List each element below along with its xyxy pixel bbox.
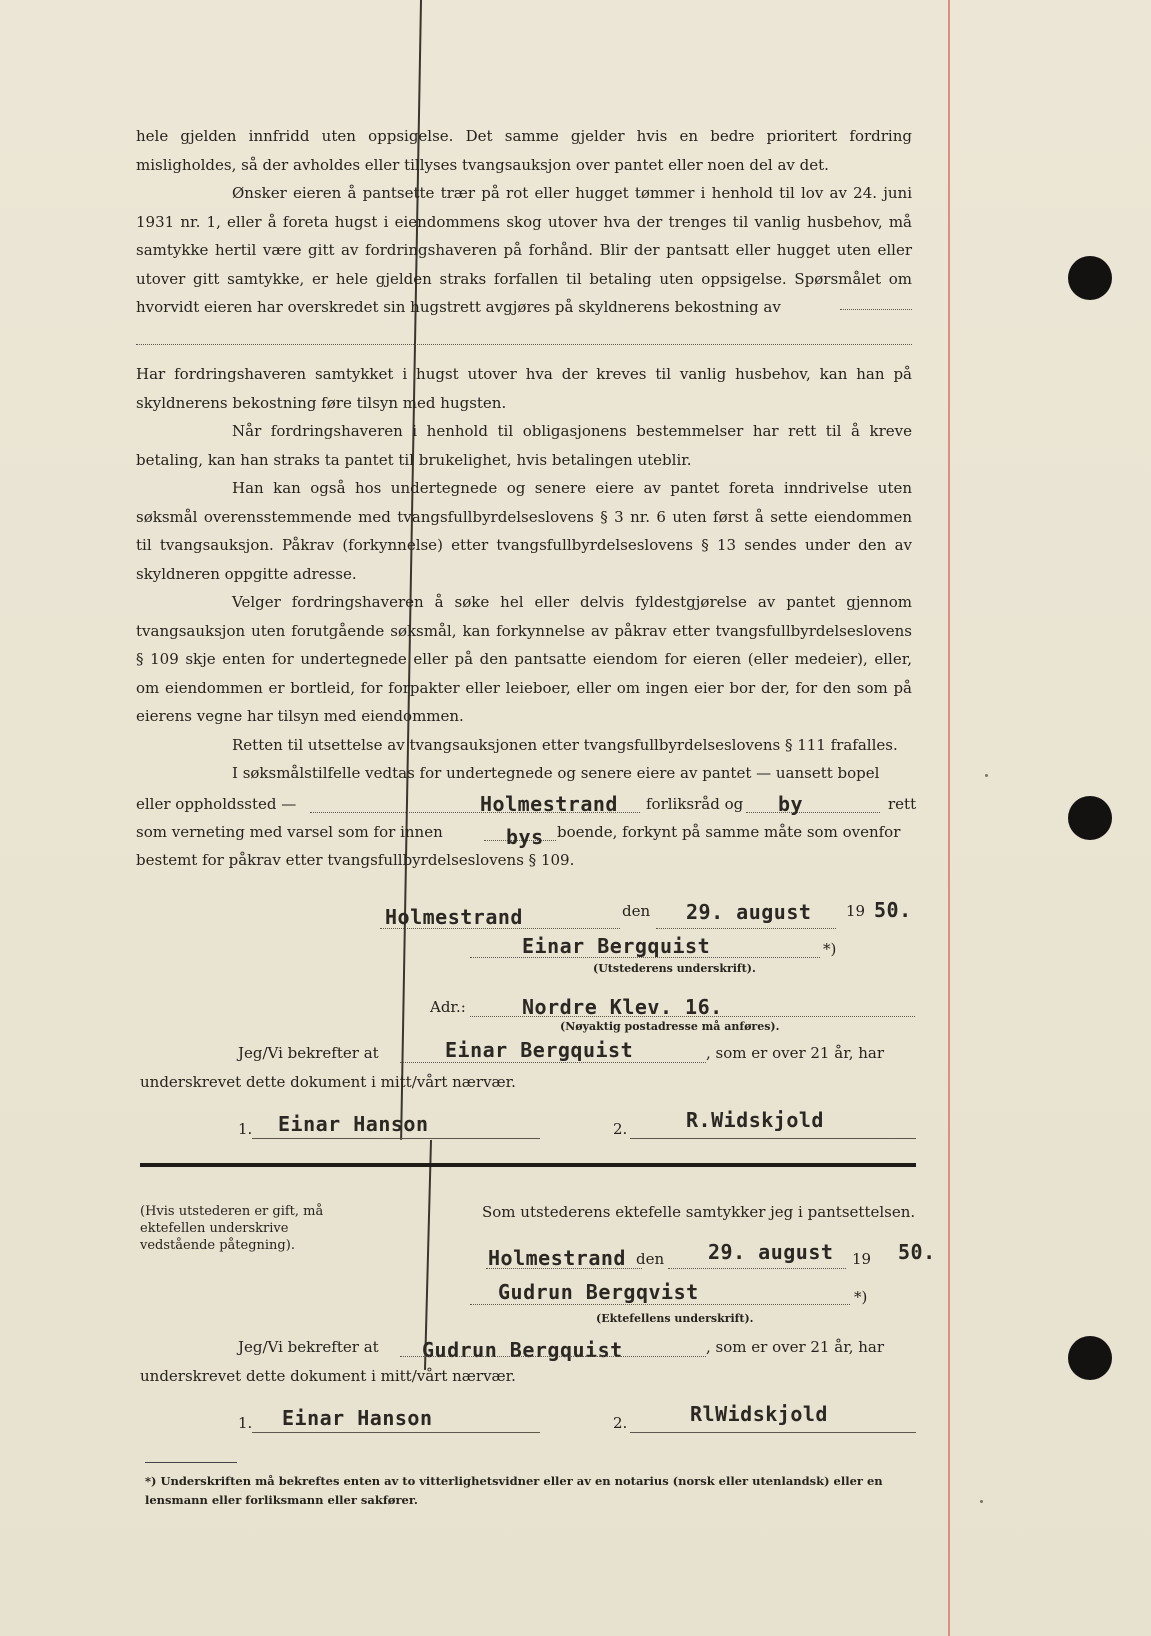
- dotted-line: [656, 928, 836, 929]
- sig1-confirm-name: Einar Bergquist: [445, 1038, 634, 1062]
- paragraph: I søksmålstilfelle vedtas for undertegnede og senere eiere av pantet — uansett bopel: [232, 764, 880, 782]
- sig1-w1: Einar Hanson: [278, 1112, 429, 1136]
- fold-line-lower: [424, 1140, 432, 1370]
- sig2-den: den: [636, 1250, 665, 1268]
- spouse-note: (Hvis utstederen er gift, må ektefellen underskrive vedstående påtegning).: [140, 1204, 324, 1253]
- venue-end: rett: [888, 795, 917, 813]
- sig1-confirm-line2: underskrevet dette dokument i mitt/vårt nærvær.: [140, 1073, 516, 1091]
- venue-prefix: eller oppholdssted —: [136, 795, 297, 813]
- sig2-confirm-prefix: Jeg/Vi bekrefter at: [238, 1338, 379, 1356]
- sig2-signature: Gudrun Bergqvist: [498, 1280, 699, 1304]
- punch-hole: [1068, 1336, 1112, 1380]
- dotted-line: [470, 957, 820, 958]
- dotted-line: [470, 1016, 915, 1017]
- venue-line2-start: som verneting med varsel som for innen: [136, 823, 443, 841]
- sig2-date: 29. august: [708, 1240, 834, 1264]
- punch-hole: [1068, 796, 1112, 840]
- sig1-year-prefix: 19: [846, 902, 866, 920]
- sig2-place: Holmestrand: [488, 1246, 626, 1270]
- sig2-year: 50.: [898, 1240, 936, 1264]
- sig2-w2-num: 2.: [613, 1414, 628, 1432]
- dotted-line: [380, 928, 620, 929]
- footnote-text: *) Underskriften må bekreftes enten av to vitterlighetsvidner eller av en notarius (norsk eller utenlandsk) eller en lensmann eller forliksmann eller sakfører.: [145, 1474, 883, 1507]
- sig2-confirm-name: Gudrun Bergquist: [422, 1338, 623, 1362]
- paragraph: Han kan også hos undertegnede og senere eiere av pantet foreta inndrivelse uten søksmål overensstemmende med tvangsfullbyrdelseslovens § 3 nr. 6 uten først å sette eiendommen til tvangsauksjon. Påkrav (forkynnelse) etter tvangsfullbyrdelseslovens § 13 sendes under den av skyldneren oppgitte adresse.: [136, 479, 912, 583]
- paragraph: Velger fordringshaveren å søke hel eller delvis fyldestgjørelse av pantet gjennom tvangsauksjon uten forutgående søksmål, kan forkynnelse av påkrav etter tvangsfullbyrdelseslovens § 109 skje enten for undertegnede eller på den pantsatte eiendom for eieren (eller medeier), eller, om eiendommen er bortleid, for forpakter eller leieboer, eller om ingen eier bor der, for den som på eierens vegne har tilsyn med eiendommen.: [136, 593, 912, 725]
- paragraph: hele gjelden innfridd uten oppsigelse. Det samme gjelder hvis en bedre prioritert fordring misligholdes, så der avholdes eller tillyses tvangsauksjon over pantet eller noen del av det.: [136, 127, 912, 174]
- speck: [980, 1500, 983, 1503]
- dotted-line: [840, 309, 912, 310]
- sig1-signature: Einar Bergquist: [522, 934, 711, 958]
- sig1-den: den: [622, 902, 651, 920]
- paragraph: Har fordringshaveren samtykket i hugst utover hva der kreves til vanlig husbehov, kan han på skyldnerens bekostning føre tilsyn med hugsten.: [136, 365, 912, 412]
- sig1-confirm-suffix: , som er over 21 år, har: [706, 1044, 885, 1062]
- sig1-confirm-prefix: Jeg/Vi bekrefter at: [238, 1044, 379, 1062]
- body-text-middle: [136, 360, 912, 788]
- sig2-caption: (Ektefellens underskrift).: [596, 1312, 754, 1325]
- venue-line3: bestemt for påkrav etter tvangsfullbyrdelseslovens § 109.: [136, 851, 575, 869]
- signature-line: [630, 1138, 916, 1139]
- spouse-consent: Som utstederens ektefelle samtykker jeg i pantsettelsen.: [482, 1203, 916, 1221]
- sig1-year: 50.: [874, 898, 912, 922]
- sig1-date: 29. august: [686, 900, 812, 924]
- sig2-star: *): [854, 1288, 868, 1306]
- speck: [985, 774, 988, 777]
- sig1-adr-label: Adr.:: [430, 998, 466, 1016]
- sig2-year-prefix: 19: [852, 1250, 872, 1268]
- paragraph: Når fordringshaveren i henhold til obligasjonens bestemmelser har rett til å kreve betaling, kan han straks ta pantet til brukelighet, hvis betalingen uteblir.: [136, 422, 912, 469]
- margin-line: [948, 0, 950, 1636]
- paragraph: Ønsker eieren å pantsette trær på rot eller hugget tømmer i henhold til lov av 24. juni 1931 nr. 1, eller å foreta hugst i eiendommens skog utover hva der trenges til vanlig husbehov, må samtykke hertil være gitt av fordringshaveren på forhånd. Blir der pantsatt eller hugget uten eller utover gitt samtykke, er hele gjelden straks forfallen til betaling uten oppsigelse. Spørsmålet om hvorvidt eieren har overskredet sin hugstrett avgjøres på skyldnerens bekostning av: [136, 184, 912, 316]
- body-text-top: [136, 122, 912, 322]
- sig1-place: Holmestrand: [385, 905, 523, 929]
- sig1-caption: (Utstederens underskrift).: [593, 962, 756, 975]
- typed-place: Holmestrand: [480, 792, 618, 816]
- sig1-w2: R.Widskjold: [686, 1108, 824, 1132]
- footnote-rule: [145, 1462, 237, 1463]
- dotted-line: [470, 1304, 850, 1305]
- signature-line: [252, 1432, 540, 1433]
- sig1-star: *): [823, 940, 837, 958]
- venue-line2-end: boende, forkynt på samme måte som ovenfor: [557, 823, 901, 841]
- section-divider: [140, 1163, 916, 1167]
- signature-line: [630, 1432, 916, 1433]
- sig1-w2-num: 2.: [613, 1120, 628, 1138]
- dotted-line: [668, 1268, 846, 1269]
- sig2-w1: Einar Hanson: [282, 1406, 433, 1430]
- sig1-address: Nordre Klev. 16.: [522, 995, 723, 1019]
- dotted-line: [136, 344, 912, 345]
- punch-hole: [1068, 256, 1112, 300]
- dotted-line: [486, 1268, 642, 1269]
- sig2-w2: RlWidskjold: [690, 1402, 828, 1426]
- sig2-confirm-line2: underskrevet dette dokument i mitt/vårt nærvær.: [140, 1367, 516, 1385]
- sig2-w1-num: 1.: [238, 1414, 253, 1432]
- sig1-w1-num: 1.: [238, 1120, 253, 1138]
- dotted-line: [400, 1062, 706, 1063]
- typed-court: by: [778, 792, 804, 816]
- sig2-confirm-suffix: , som er over 21 år, har: [706, 1338, 885, 1356]
- footnote: [145, 1472, 925, 1510]
- venue-mid: forliksråd og: [646, 795, 744, 813]
- dotted-line: [400, 1356, 706, 1357]
- paragraph: Retten til utsettelse av tvangsauksjonen etter tvangsfullbyrdelseslovens § 111 frafalles.: [232, 735, 898, 754]
- dotted-line: [746, 812, 880, 813]
- signature-line: [252, 1138, 540, 1139]
- typed-bys: bys: [506, 825, 544, 849]
- sig1-adr-caption: (Nøyaktig postadresse må anføres).: [560, 1020, 780, 1033]
